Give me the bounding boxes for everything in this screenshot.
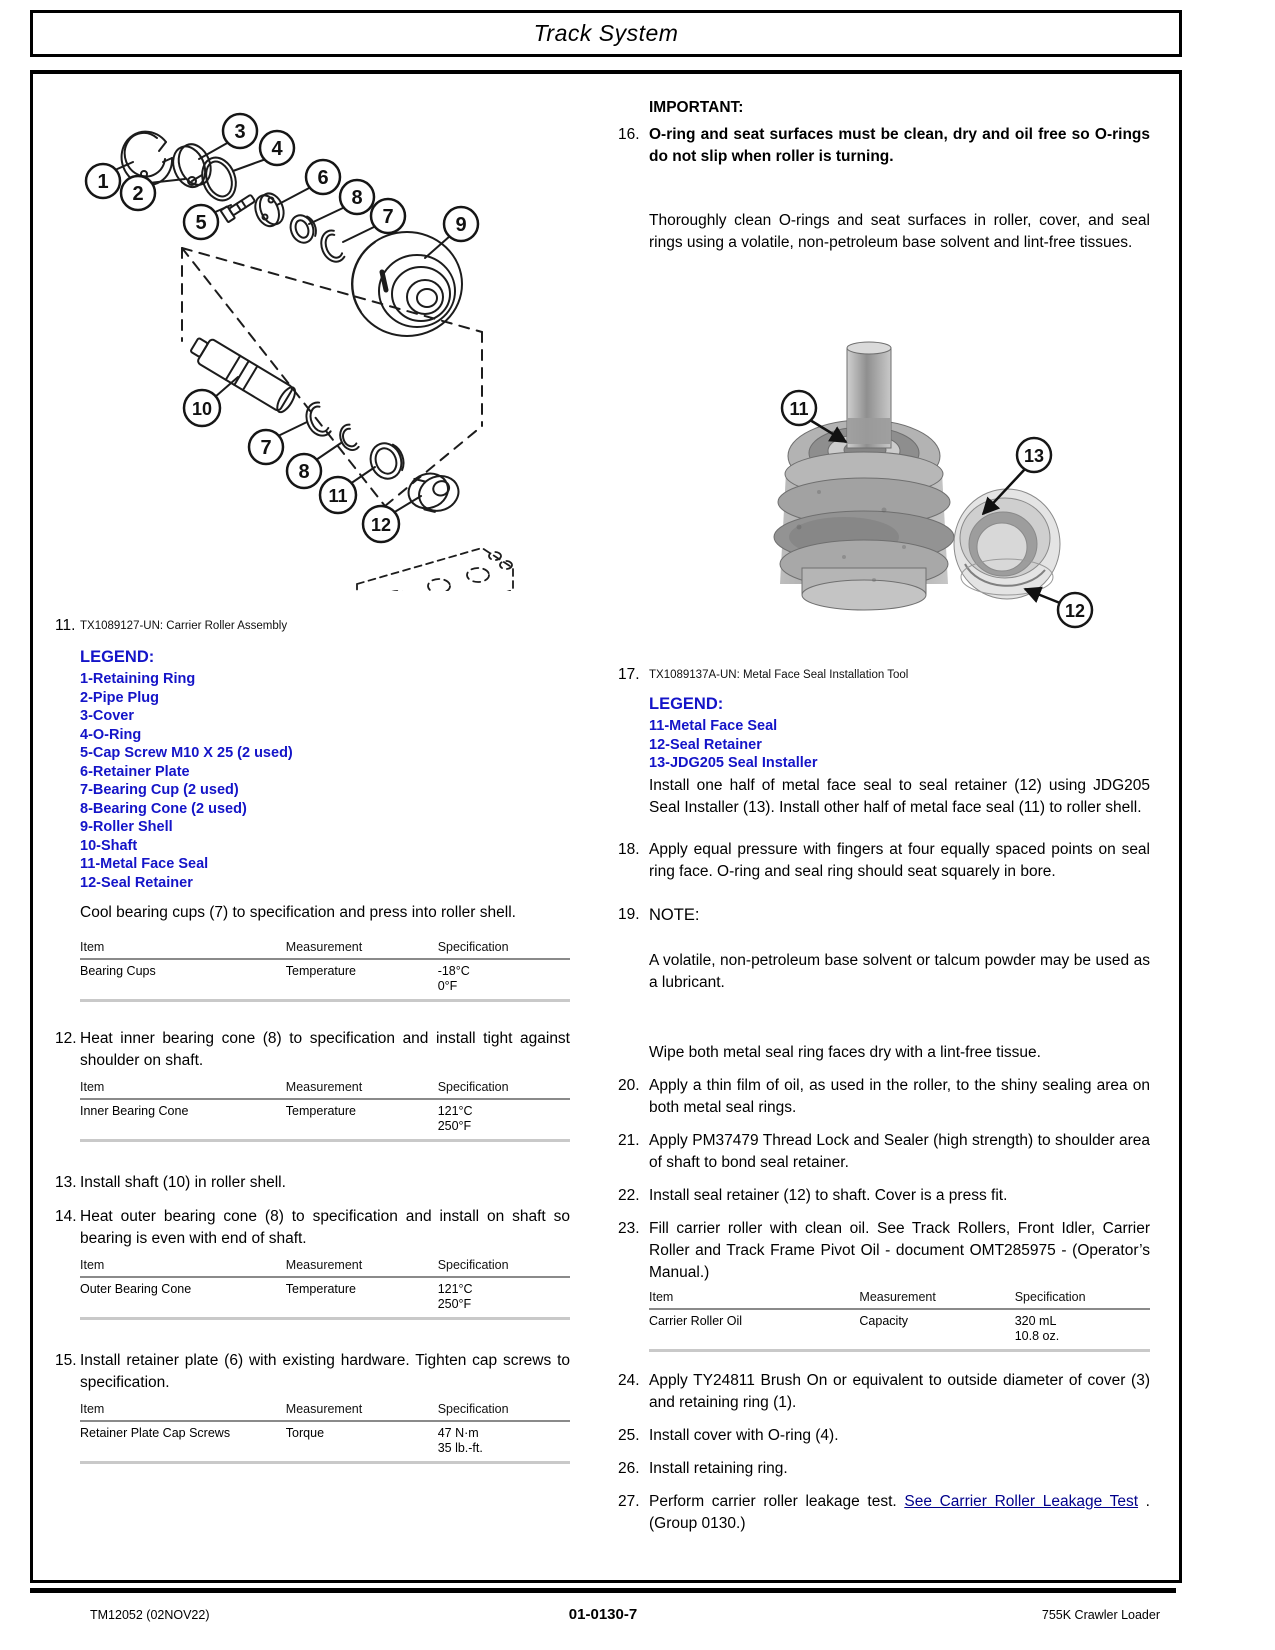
table-row [80,1100,570,1142]
table-header-specification: Specification [437,940,509,954]
step-25 [616,1425,1150,1447]
metal-face-seal-part [366,438,408,483]
step-23 [616,1218,1150,1284]
cell-measurement: Temperature [285,964,356,978]
spec-line-2: 0°F [437,979,458,993]
right-column [616,97,1150,1535]
table-header-item: Item [80,1080,105,1094]
note-paragraph-2: Wipe both metal seal ring faces dry with a lint-free tissue. [649,1043,1041,1061]
carrier-roller-exploded-diagram [45,86,570,591]
figure1-caption-row [45,617,570,635]
spec-line-2: 10.8 oz. [1014,1328,1060,1343]
table-header-row [80,1402,570,1422]
cell-specification [438,1426,570,1456]
table-header-row [649,1290,1150,1310]
carrier-roller-leakage-test-link[interactable]: See Carrier Roller Leakage Test [904,1492,1139,1510]
step-text [649,1491,1150,1535]
footer-divider [30,1588,1176,1593]
legend-item-11: 11-Metal Face Seal [649,718,778,734]
page-header [30,10,1182,57]
step-27 [616,1491,1150,1535]
note-paragraph-1: A volatile, non-petroleum base solvent or talcum powder may be used as a lubricant. [649,951,1150,991]
cell-measurement: Temperature [285,1282,356,1296]
seal-retainer-part [404,465,464,519]
step-26 [616,1458,1150,1480]
step-number: 23. [618,1219,640,1237]
table-header-measurement: Measurement [285,1402,363,1416]
table-carrier-roller-oil [649,1290,1150,1352]
step11-instruction: Cool bearing cups (7) to specification and press into roller shell. [80,904,516,921]
figure2-number: 17. [618,666,640,683]
step-number: 20. [618,1076,640,1094]
step-20 [616,1075,1150,1119]
table-header-specification: Specification [437,1402,509,1416]
step-text: Apply TY24811 Brush On or equivalent to outside diameter of cover (3) and retaining ring (1). [649,1371,1150,1411]
cell-specification [438,964,570,994]
important-label: IMPORTANT: [649,99,744,116]
step-number: 14. [55,1208,77,1225]
step-27-text-pre: Perform carrier roller leakage test. [649,1492,905,1510]
left-column [45,86,570,1464]
step-text: Heat inner bearing cone (8) to specification and install tight against shoulder on shaft. [80,1030,570,1069]
step-text: Fill carrier roller with clean oil. See Track Rollers, Front Idler, Carrier Roller and Track Frame Pivot Oil - document OMT285975 - (Operator’s Manual.) [649,1219,1150,1281]
roller-shell-part [352,232,462,336]
spec-line-2: 250°F [437,1119,472,1133]
metal-face-seal-tool-photo [734,332,1109,630]
callout-9-label: 9 [455,214,467,236]
table-row [649,1310,1150,1352]
cell-specification [438,1282,570,1312]
table-row [80,1422,570,1464]
table-header-item: Item [80,1402,105,1416]
table-header-row [80,940,570,960]
callout-7-upper-label: 7 [382,206,394,228]
footer-page-number: 01-0130-7 [568,1606,638,1623]
step-21 [616,1130,1150,1174]
spec-line-2: 35 lb.-ft. [437,1441,483,1455]
cell-measurement: Torque [285,1426,325,1440]
spec-line-2: 250°F [437,1297,472,1311]
callout-8-upper-label: 8 [351,187,363,209]
page-title: Track System [533,20,679,46]
cell-item: Carrier Roller Oil [649,1313,743,1328]
callout-3-label: 3 [234,121,246,143]
step-text: Apply PM37479 Thread Lock and Sealer (high strength) to shoulder area of shaft to bond seal retainer. [649,1131,1150,1171]
retainer-plate-part [251,190,288,230]
spec-line-1: 121°C [437,1104,473,1118]
step-text: Install retaining ring. [649,1459,788,1477]
step-number: 18. [618,840,640,858]
callout-8-lower-label: 8 [298,461,310,483]
step-number: 13. [55,1174,77,1191]
spec-line-1: 320 mL [1014,1313,1057,1328]
legend-title: LEGEND: [80,648,155,666]
callout-7-lower-label: 7 [260,437,272,459]
legend-item-4: 4-O-Ring [80,726,142,743]
photo-callout-11-label: 11 [789,399,809,419]
step-number: 22. [618,1186,640,1204]
step17-instruction: Install one half of metal face seal to seal retainer (12) using JDG205 Seal Installer (13). Install other half of metal face seal (11) to roller shell. [649,776,1150,816]
note-label: NOTE: [649,905,700,924]
table-header-item: Item [649,1289,674,1304]
table-header-measurement: Measurement [285,1258,363,1272]
step-text: O-ring and seat surfaces must be clean, dry and oil free so O-rings do not slip when roller is turning. [649,126,1150,165]
figure2-caption: TX1089137A-UN: Metal Face Seal Installation Tool [649,669,909,681]
figure2-legend [649,694,1150,773]
table-header-item: Item [80,940,105,954]
step-body [649,904,1150,1064]
legend-item-3: 3-Cover [80,708,134,724]
legend-item-12: 12-Seal Retainer [80,874,193,891]
step-27-text-post: . (Group 0130.) [649,1492,1150,1532]
step-text: Install seal retainer (12) to shaft. Cover is a press fit. [649,1186,1008,1204]
step-number: 26. [618,1459,640,1477]
footer-model-name: 755K Crawler Loader [1041,1608,1160,1622]
step-number: 15. [55,1352,77,1369]
cell-measurement: Capacity [859,1313,909,1328]
step-text: Install shaft (10) in roller shell. [80,1174,286,1191]
table-row [80,1278,570,1320]
table-retainer-plate-cap-screws [80,1402,570,1464]
legend-item-8: 8-Bearing Cone (2 used) [80,800,247,817]
table-header-specification: Specification [437,1258,509,1272]
legend-item-9: 9-Roller Shell [80,819,173,835]
figure1-caption: TX1089127-UN: Carrier Roller Assembly [80,620,288,632]
spec-line-1: 121°C [437,1282,473,1296]
legend-item-6: 6-Retainer Plate [80,763,190,780]
step-text: Install cover with O-ring (4). [649,1426,839,1444]
cell-measurement: Temperature [285,1104,356,1118]
table-header-measurement: Measurement [285,940,363,954]
step-text: Apply equal pressure with fingers at four equally spaced points on seal ring face. O-ring and seal ring should seat squarely in bore. [649,840,1150,880]
spec-line-1: 47 N·m [437,1426,479,1440]
step-number: 12. [55,1030,77,1047]
step-number: 16. [618,126,640,143]
step-15 [45,1350,570,1394]
callout-2-label: 2 [132,183,144,205]
callout-4-label: 4 [271,138,283,160]
cell-item: Retainer Plate Cap Screws [80,1426,231,1440]
legend-item-1: 1-Retaining Ring [80,671,196,687]
step-text: Heat outer bearing cone (8) to specification and install on shaft so bearing is even with end of shaft. [80,1208,570,1247]
footer-document-id: TM12052 (02NOV22) [90,1608,210,1622]
legend-item-13: 13-JDG205 Seal Installer [649,755,818,771]
photo-callout-13-label: 13 [1023,446,1045,466]
step-number: 25. [618,1426,640,1444]
step-18 [616,839,1150,883]
step-text: Apply a thin film of oil, as used in the roller, to the shiny sealing area on both metal seal rings. [649,1076,1150,1116]
cell-specification [1015,1314,1150,1344]
table-outer-bearing-cone [80,1258,570,1320]
photo-callout-12-label: 12 [1064,601,1086,621]
figure1-legend [80,647,570,892]
callout-6-label: 6 [317,167,329,189]
step-12 [45,1028,570,1072]
step-number: 21. [618,1131,640,1149]
legend-title: LEGEND: [649,695,724,713]
figure1-number: 11. [55,617,76,634]
table-header-specification: Specification [437,1080,509,1094]
table-inner-bearing-cone [80,1080,570,1142]
table-header-specification: Specification [1014,1289,1086,1304]
figure2-caption-row [616,666,1150,684]
step-24 [616,1370,1150,1414]
step-number: 24. [618,1371,640,1389]
cell-item: Outer Bearing Cone [80,1282,192,1296]
step-number: 27. [618,1492,640,1510]
bearing-cup-part [317,229,345,265]
table-header-measurement: Measurement [859,1289,936,1304]
callout-10-label: 10 [191,399,213,419]
cell-item: Bearing Cups [80,964,156,978]
legend-item-2: 2-Pipe Plug [80,689,159,706]
callout-12-label: 12 [370,515,392,535]
table-header-measurement: Measurement [285,1080,363,1094]
step-16 [616,124,1150,168]
figure2-photo-wrap [616,332,1150,630]
step-13 [45,1172,570,1194]
step-22 [616,1185,1150,1207]
bearing-cone-part [287,211,319,246]
table-header-row [80,1080,570,1100]
callout-1-label: 1 [97,171,109,193]
legend-item-11: 11-Metal Face Seal [80,856,209,872]
step-text: Install retainer plate (6) with existing hardware. Tighten cap screws to specification. [80,1352,570,1391]
table-header-row [80,1258,570,1278]
step-16-paragraph: Thoroughly clean O-rings and seat surfaces in roller, cover, and seal rings using a volatile, non-petroleum base solvent and lint-free tissues. [649,212,1150,251]
callout-11-label: 11 [328,486,348,506]
spec-line-1: -18°C [437,964,470,978]
callout-5-label: 5 [195,212,207,234]
legend-item-12: 12-Seal Retainer [649,736,762,753]
cell-specification [438,1104,570,1134]
legend-item-7: 7-Bearing Cup (2 used) [80,782,239,798]
table-header-item: Item [80,1258,105,1272]
seal-retainer-photo-object [954,489,1060,599]
legend-item-5: 5-Cap Screw M10 X 25 (2 used) [80,745,293,761]
table-row [80,960,570,1002]
step-number: 19. [618,905,640,923]
step-19 [616,904,1150,1064]
cell-item: Inner Bearing Cone [80,1104,189,1118]
frame-bracket-dashed-part [357,548,513,591]
step-14 [45,1206,570,1250]
legend-item-10: 10-Shaft [80,837,138,854]
table-bearing-cups [80,940,570,1002]
